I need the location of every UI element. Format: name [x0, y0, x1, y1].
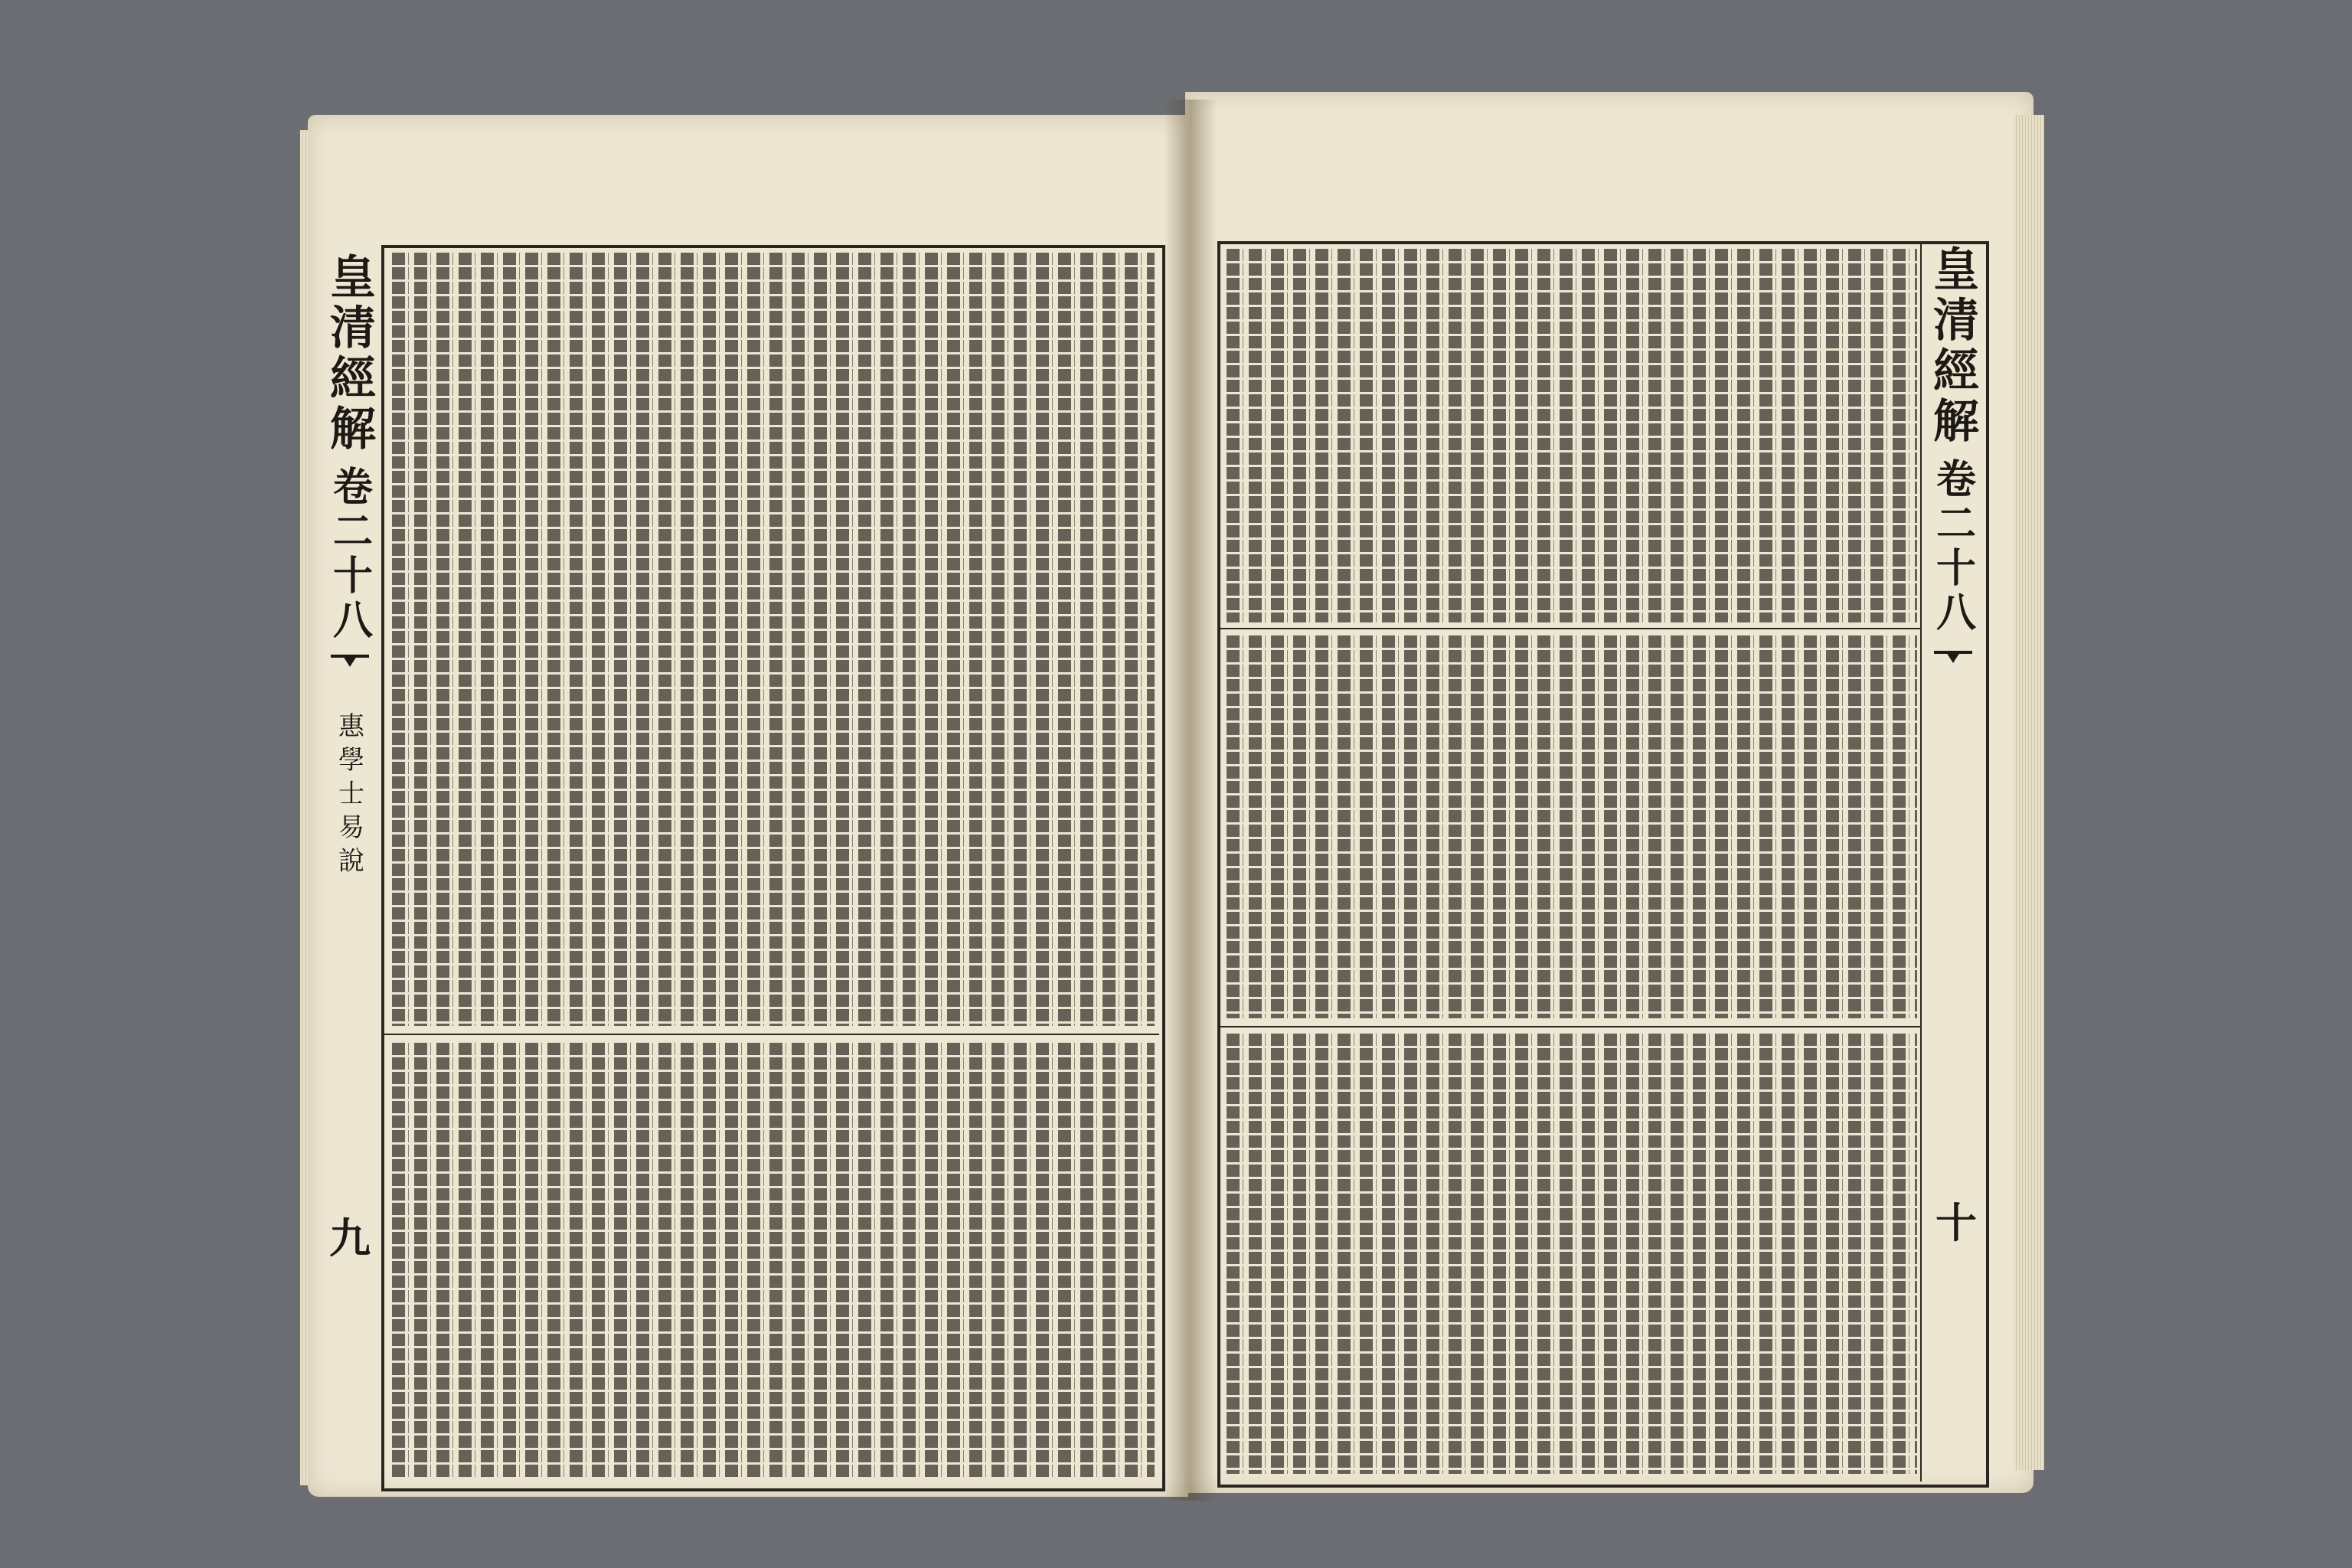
left-fishtail-mark — [331, 655, 369, 675]
right-volume-label: 卷二十八 — [1929, 458, 1976, 635]
right-lower-text-block — [1223, 1034, 1917, 1474]
right-margin-strip — [1920, 245, 1984, 1470]
right-upper-text-block — [1223, 249, 1917, 622]
left-series-title: 皇清經解 — [322, 253, 376, 455]
left-margin-strip — [317, 253, 381, 1478]
left-band-divider — [383, 1034, 1159, 1035]
left-volume-label: 卷二十八 — [325, 466, 373, 643]
right-middle-text-block — [1223, 635, 1917, 1018]
right-band-divider-1 — [1219, 628, 1920, 629]
left-publisher-label: 惠學士易說 — [333, 712, 364, 880]
right-leaf-number: 十 — [1936, 1198, 1977, 1247]
right-fishtail-mark — [1934, 651, 1972, 671]
left-leaf-number: 九 — [329, 1214, 371, 1263]
left-lower-text-block — [389, 1043, 1155, 1478]
right-band-divider-2 — [1219, 1026, 1920, 1027]
book-gutter — [1164, 100, 1217, 1501]
page-edges-right — [2014, 115, 2044, 1470]
right-series-title: 皇清經解 — [1926, 245, 1979, 447]
left-upper-text-block — [389, 253, 1155, 1026]
